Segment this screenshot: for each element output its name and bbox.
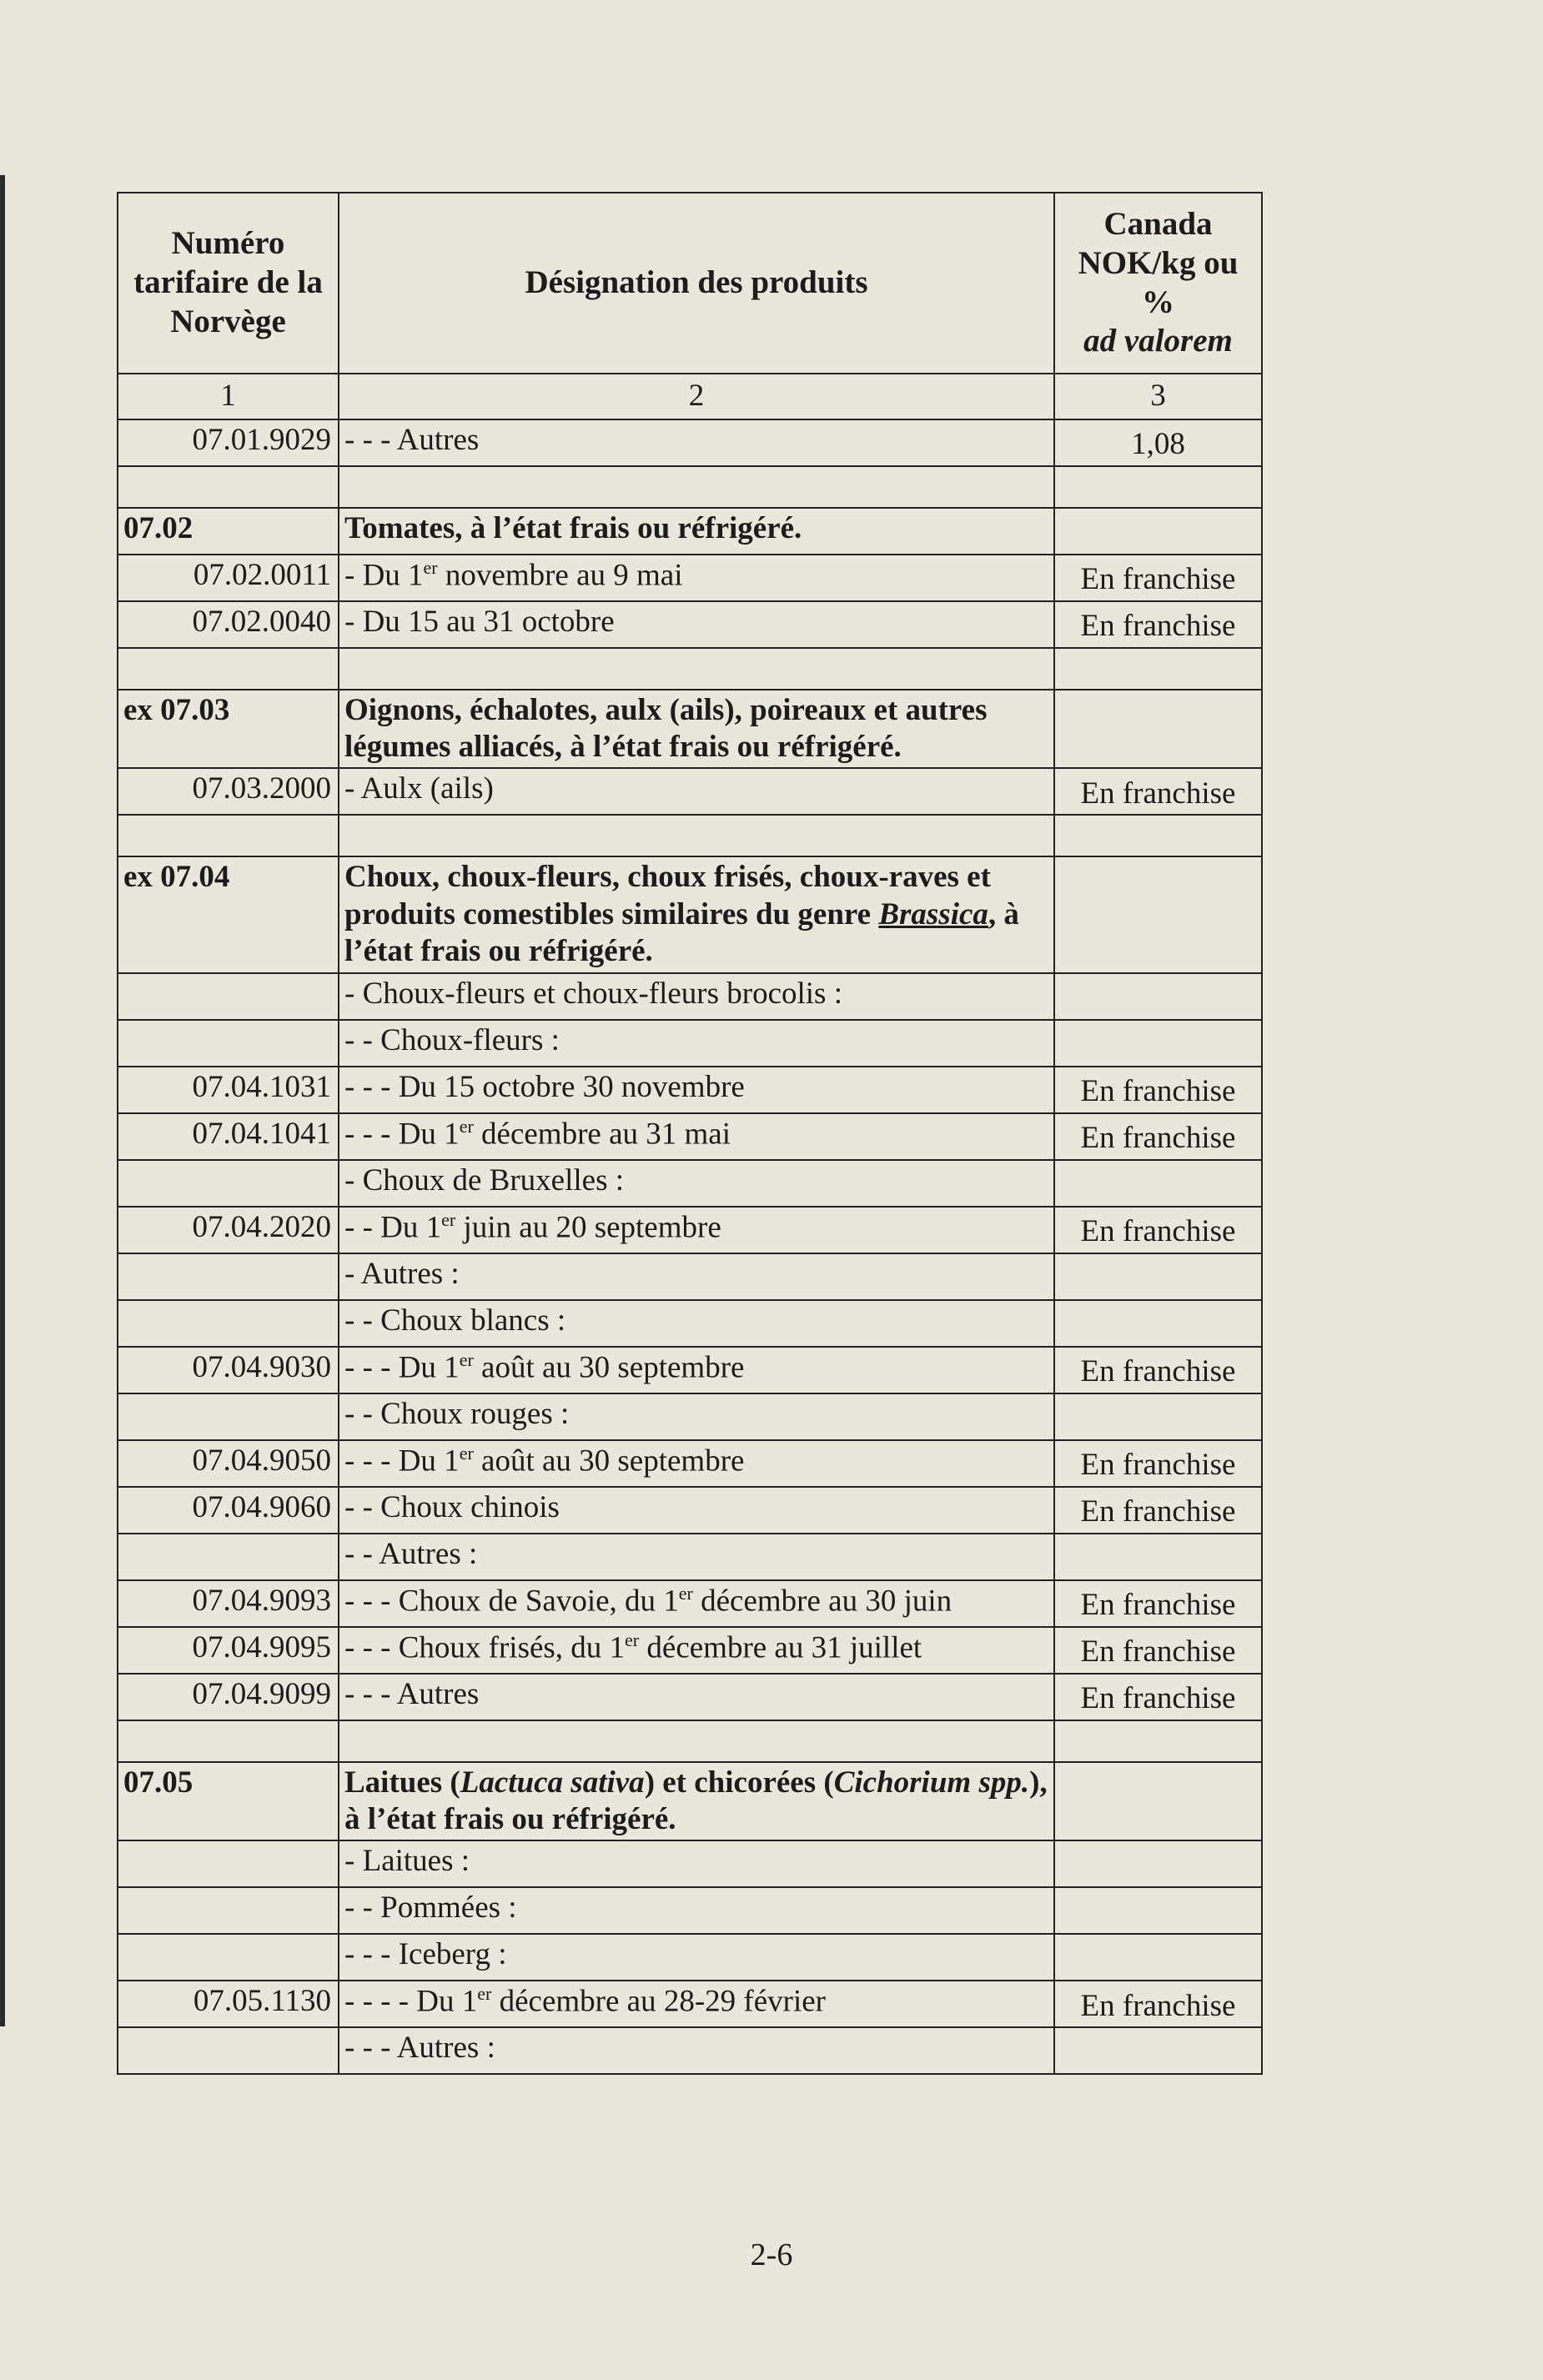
duty-rate: 1,08 (1054, 419, 1262, 466)
duty-rate (1054, 1020, 1262, 1067)
tariff-code: 07.04.9099 (118, 1674, 339, 1720)
tariff-heading-code: 07.05 (118, 1762, 339, 1841)
duty-rate (1054, 466, 1262, 508)
duty-rate (1054, 1393, 1262, 1440)
tariff-code (118, 1253, 339, 1300)
header-canada-line4: ad valorem (1083, 323, 1233, 359)
duty-rate (1054, 690, 1262, 769)
duty-rate: En franchise (1054, 1347, 1262, 1393)
duty-rate: En franchise (1054, 1627, 1262, 1674)
table-row (118, 1347, 1262, 1393)
duty-rate (1054, 1300, 1262, 1347)
table-row (118, 1887, 1262, 1934)
product-description: - - - Autres : (339, 2027, 1054, 2074)
tariff-code (118, 1534, 339, 1580)
duty-rate (1054, 973, 1262, 1020)
duty-rate: En franchise (1054, 1981, 1262, 2027)
duty-rate (1054, 1840, 1262, 1887)
product-description: - - Choux-fleurs : (339, 1020, 1054, 1067)
tariff-code: 07.04.1031 (118, 1067, 339, 1113)
product-description: - - Choux rouges : (339, 1393, 1054, 1440)
tariff-code: 07.04.9050 (118, 1440, 339, 1487)
tariff-code: 07.02.0040 (118, 601, 339, 648)
product-description: - - - Autres (339, 419, 1054, 466)
duty-rate: En franchise (1054, 1674, 1262, 1720)
table-row (118, 1440, 1262, 1487)
tariff-code (118, 973, 339, 1020)
table-row (118, 856, 1262, 972)
table-row (118, 1840, 1262, 1887)
tariff-code (118, 1020, 339, 1067)
product-description: - Du 1er novembre au 9 mai (339, 555, 1054, 601)
table-row (118, 690, 1262, 769)
duty-rate: En franchise (1054, 1440, 1262, 1487)
header-canada-line1: Canada (1103, 206, 1213, 242)
duty-rate (1054, 1534, 1262, 1580)
product-description: - - - Choux frisés, du 1er décembre au 31 juillet (339, 1627, 1054, 1674)
tariff-heading-code: ex 07.03 (118, 690, 339, 769)
duty-rate: En franchise (1054, 1207, 1262, 1253)
duty-rate: En franchise (1054, 1487, 1262, 1534)
tariff-code: 07.01.9029 (118, 419, 339, 466)
tariff-code (118, 1393, 339, 1440)
table-row (118, 1020, 1262, 1067)
product-description: - - - Choux de Savoie, du 1er décembre au 30 juin (339, 1580, 1054, 1627)
header-designation: Désignation des produits (339, 193, 1054, 374)
tariff-heading-code: ex 07.04 (118, 856, 339, 972)
table-row (118, 1674, 1262, 1720)
table-row (118, 601, 1262, 648)
table-row (118, 1934, 1262, 1981)
duty-rate (1054, 508, 1262, 555)
tariff-code (118, 2027, 339, 2074)
duty-rate: En franchise (1054, 1067, 1262, 1113)
duty-rate (1054, 648, 1262, 690)
duty-rate: En franchise (1054, 768, 1262, 815)
table-row (118, 1534, 1262, 1580)
product-description: - - - Du 1er décembre au 31 mai (339, 1113, 1054, 1160)
tariff-code (118, 1887, 339, 1934)
product-description: - Du 15 au 31 octobre (339, 601, 1054, 648)
product-description: - - - Du 1er août au 30 septembre (339, 1347, 1054, 1393)
tariff-code (118, 1720, 339, 1762)
header-canada-line3: % (1142, 284, 1174, 320)
table-row (118, 1113, 1262, 1160)
tariff-code (118, 1160, 339, 1207)
tariff-code: 07.02.0011 (118, 555, 339, 601)
product-description (339, 815, 1054, 856)
tariff-heading-code: 07.02 (118, 508, 339, 555)
product-description: - Aulx (ails) (339, 768, 1054, 815)
table-row (118, 1762, 1262, 1841)
tariff-code (118, 815, 339, 856)
product-description: - - Choux chinois (339, 1487, 1054, 1534)
tariff-code: 07.04.2020 (118, 1207, 339, 1253)
table-row (118, 419, 1262, 466)
tariff-code (118, 648, 339, 690)
tariff-code: 07.04.9030 (118, 1347, 339, 1393)
table-row (118, 1627, 1262, 1674)
table-row (118, 1981, 1262, 2027)
header-canada-line2: NOK/kg ou (1078, 244, 1239, 281)
product-description: - - - Iceberg : (339, 1934, 1054, 1981)
header-row (118, 193, 1262, 374)
table-row (118, 1160, 1262, 1207)
table-row (118, 2027, 1262, 2074)
page-binding-edge (0, 175, 5, 2026)
product-description: - - Autres : (339, 1534, 1054, 1580)
table-row (118, 648, 1262, 690)
table-row (118, 1253, 1262, 1300)
table-row (118, 1300, 1262, 1347)
tariff-code: 07.04.9093 (118, 1580, 339, 1627)
product-description: - - Pommées : (339, 1887, 1054, 1934)
table-row (118, 555, 1262, 601)
column-number-row (118, 374, 1262, 419)
table-row (118, 1067, 1262, 1113)
product-heading-description: Tomates, à l’état frais ou réfrigéré. (339, 508, 1054, 555)
tariff-code (118, 1300, 339, 1347)
table-row (118, 466, 1262, 508)
header-canada-rate (1054, 193, 1262, 374)
tariff-code (118, 466, 339, 508)
page-number: 2-6 (750, 2237, 793, 2272)
table-row (118, 508, 1262, 555)
tariff-code (118, 1934, 339, 1981)
table-row (118, 1580, 1262, 1627)
column-number-2: 2 (339, 374, 1054, 419)
column-number-1: 1 (118, 374, 339, 419)
tariff-code: 07.04.9060 (118, 1487, 339, 1534)
product-description: - - Choux blancs : (339, 1300, 1054, 1347)
product-description: - Choux-fleurs et choux-fleurs brocolis : (339, 973, 1054, 1020)
tariff-code: 07.04.9095 (118, 1627, 339, 1674)
table-row (118, 1393, 1262, 1440)
duty-rate (1054, 1160, 1262, 1207)
duty-rate (1054, 815, 1262, 856)
duty-rate: En franchise (1054, 1580, 1262, 1627)
tariff-code (118, 1840, 339, 1887)
header-tariff-number: Numéro tarifaire de la Norvège (118, 193, 339, 374)
duty-rate (1054, 1720, 1262, 1762)
tariff-table (117, 192, 1263, 2075)
product-description: - Laitues : (339, 1840, 1054, 1887)
product-description (339, 648, 1054, 690)
product-heading-description: Laitues (Lactuca sativa) et chicorées (Cichorium spp.), à l’état frais ou réfrigéré. (339, 1762, 1054, 1841)
duty-rate (1054, 1934, 1262, 1981)
table-row (118, 1207, 1262, 1253)
duty-rate (1054, 1253, 1262, 1300)
product-description: - - - Du 15 octobre 30 novembre (339, 1067, 1054, 1113)
duty-rate (1054, 856, 1262, 972)
product-description: - - - Du 1er août au 30 septembre (339, 1440, 1054, 1487)
tariff-code: 07.05.1130 (118, 1981, 339, 2027)
product-description: - Autres : (339, 1253, 1054, 1300)
product-description: - - - - Du 1er décembre au 28-29 février (339, 1981, 1054, 2027)
product-heading-description: Choux, choux-fleurs, choux frisés, choux-raves et produits comestibles similaires du genre Brassica, à l’état frais ou réfrigéré. (339, 856, 1054, 972)
column-number-3: 3 (1054, 374, 1262, 419)
product-description (339, 1720, 1054, 1762)
tariff-code: 07.04.1041 (118, 1113, 339, 1160)
duty-rate (1054, 1762, 1262, 1841)
duty-rate: En franchise (1054, 1113, 1262, 1160)
table-row (118, 768, 1262, 815)
table-row (118, 1720, 1262, 1762)
product-description: - - Du 1er juin au 20 septembre (339, 1207, 1054, 1253)
duty-rate (1054, 1887, 1262, 1934)
duty-rate: En franchise (1054, 601, 1262, 648)
product-heading-description: Oignons, échalotes, aulx (ails), poireaux et autres légumes alliacés, à l’état frais ou réfrigéré. (339, 690, 1054, 769)
duty-rate: En franchise (1054, 555, 1262, 601)
duty-rate (1054, 2027, 1262, 2074)
product-description: - - - Autres (339, 1674, 1054, 1720)
table-row (118, 973, 1262, 1020)
tariff-code: 07.03.2000 (118, 768, 339, 815)
product-description (339, 466, 1054, 508)
table-row (118, 1487, 1262, 1534)
table-row (118, 815, 1262, 856)
product-description: - Choux de Bruxelles : (339, 1160, 1054, 1207)
